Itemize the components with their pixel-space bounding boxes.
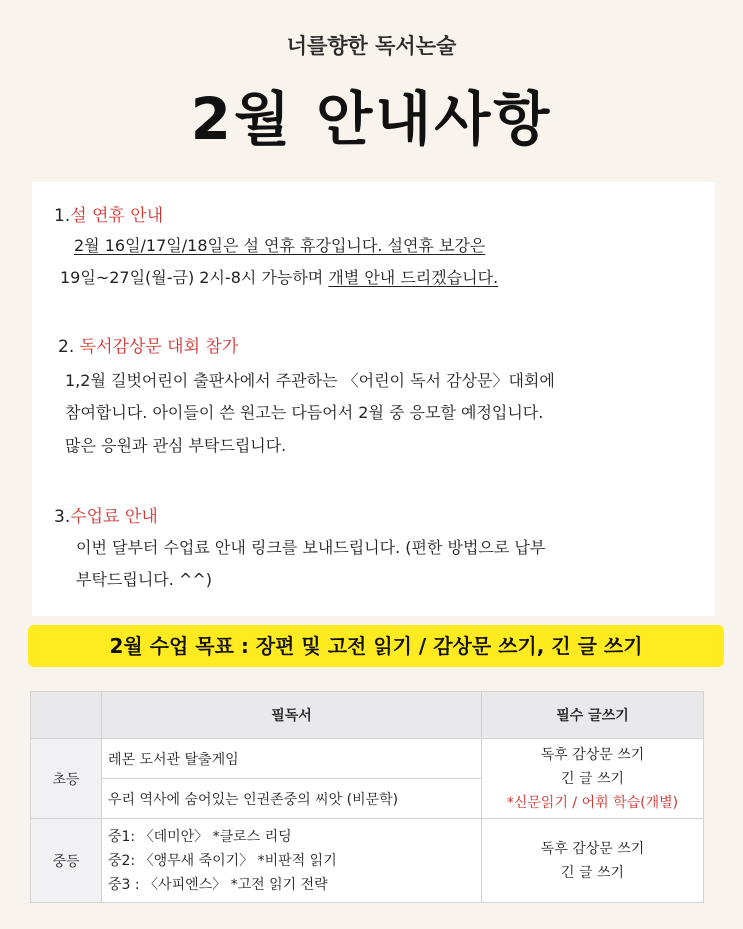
monthly-goal-banner: 2월 수업 목표 : 장편 및 고전 읽기 / 감상문 쓰기, 긴 글 쓰기 — [28, 625, 724, 667]
section-1-line-2-text: 19일~27일(월-금) 2시-8시 가능하며 — [60, 268, 329, 287]
table-header-empty — [31, 692, 102, 739]
elementary-writing-1: 독후 감상문 쓰기 — [540, 746, 645, 763]
reading-plan-table — [30, 691, 704, 903]
table-row — [31, 819, 704, 903]
middle-writing-1: 독후 감상문 쓰기 — [540, 840, 645, 857]
middle-writing — [482, 819, 704, 903]
section-1-heading — [54, 201, 163, 226]
section-3-line-2: 부탁드립니다. ^^) — [76, 570, 212, 589]
table-header-row — [31, 692, 704, 739]
section-1-line-2 — [60, 265, 498, 288]
page-title: 2월 안내사항 — [190, 85, 553, 153]
section-3-line-1: 이번 달부터 수업료 안내 링크를 보내드립니다. (편한 방법으로 납부 — [76, 538, 546, 557]
middle-books — [102, 819, 482, 903]
section-2-line-1: 1,2월 길벗어린이 출판사에서 주관하는 〈어린이 독서 감상문〉대회에 — [65, 371, 555, 390]
elementary-writing-2: 긴 글 쓰기 — [561, 770, 624, 787]
section-2-line-2: 참여합니다. 아이들이 쓴 원고는 다듬어서 2월 중 응모할 예정입니다. — [65, 403, 544, 422]
elementary-writing-extra: *신문읽기 / 어휘 학습(개별) — [506, 794, 679, 811]
section-2-heading — [58, 332, 238, 357]
table-header-books: 필독서 — [102, 692, 482, 739]
middle-book-3: 중3 : 〈사피엔스〉 *고전 읽기 전략 — [108, 876, 328, 893]
table-header-writing: 필수 글쓰기 — [482, 692, 704, 739]
middle-label: 중등 — [31, 819, 102, 903]
section-2-number: 2. — [58, 337, 75, 357]
section-3-number: 3. — [54, 507, 71, 527]
section-3-title: 수업료 안내 — [70, 507, 158, 527]
section-3-heading — [54, 502, 158, 527]
table-row — [31, 739, 704, 779]
middle-writing-2: 긴 글 쓰기 — [561, 864, 624, 881]
middle-book-1: 중1: 〈데미안〉 *클로스 리딩 — [108, 828, 292, 845]
elementary-book-1: 레몬 도서관 탈출게임 — [102, 739, 482, 779]
section-1-line-2-underline: 개별 안내 드리겠습니다. — [328, 268, 499, 287]
section-1-number: 1. — [54, 206, 71, 226]
section-1-line-1: 2월 16일/17일/18일은 설 연휴 휴강입니다. 설연휴 보강은 — [74, 236, 486, 255]
section-2-line-3: 많은 응원과 관심 부탁드립니다. — [65, 436, 287, 455]
elementary-book-2: 우리 역사에 숨어있는 인권존중의 씨앗 (비문학) — [102, 779, 482, 819]
section-1-title: 설 연휴 안내 — [70, 206, 164, 226]
notice-panel — [32, 182, 715, 616]
elementary-writing — [482, 739, 704, 819]
middle-book-2: 중2: 〈앵무새 죽이기〉 *비판적 읽기 — [108, 852, 337, 869]
elementary-label: 초등 — [31, 739, 102, 819]
page-subtitle: 너를향한 독서논술 — [286, 34, 457, 58]
section-2-title: 독서감상문 대회 참가 — [79, 337, 239, 357]
